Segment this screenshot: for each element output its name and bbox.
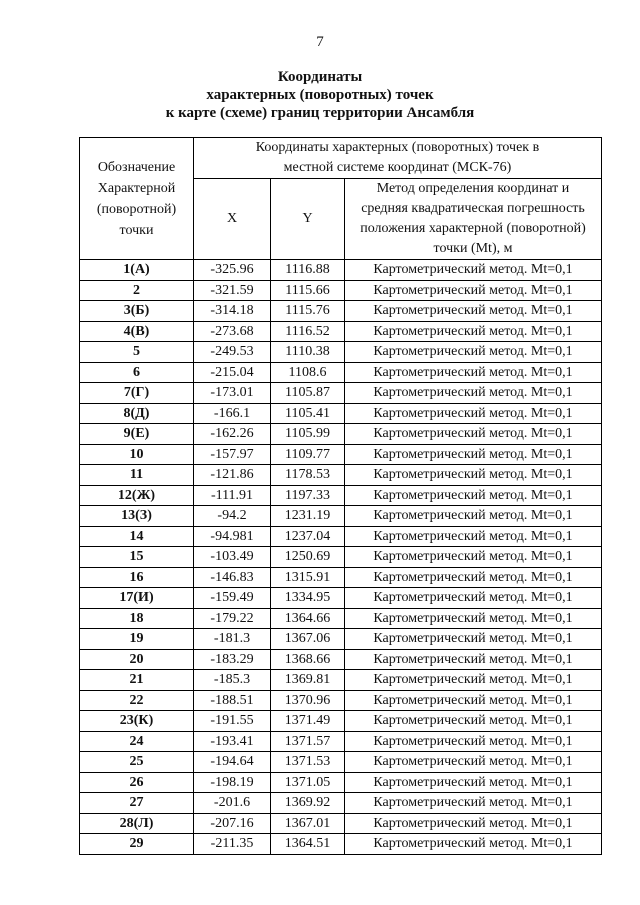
title-line-1: Координаты (277, 69, 363, 85)
header-method-line-2: средняя квадратическая погрешность (361, 201, 585, 216)
point-cell: 17(И) (80, 588, 194, 609)
x-cell: -193.41 (194, 731, 271, 752)
point-cell: 8(Д) (80, 403, 194, 424)
y-cell: 1369.92 (271, 793, 345, 814)
x-cell: -321.59 (194, 280, 271, 301)
point-cell: 24 (80, 731, 194, 752)
y-cell: 1178.53 (271, 465, 345, 486)
x-cell: -94.981 (194, 526, 271, 547)
y-cell: 1237.04 (271, 526, 345, 547)
x-cell: -166.1 (194, 403, 271, 424)
x-cell: -249.53 (194, 342, 271, 363)
point-cell: 12(Ж) (80, 485, 194, 506)
method-cell: Картометрический метод. Mt=0,1 (345, 567, 602, 588)
method-cell: Картометрический метод. Mt=0,1 (345, 793, 602, 814)
y-cell: 1367.06 (271, 629, 345, 650)
point-cell: 15 (80, 547, 194, 568)
y-cell: 1197.33 (271, 485, 345, 506)
table-row (80, 485, 602, 506)
point-cell: 27 (80, 793, 194, 814)
point-cell: 6 (80, 362, 194, 383)
x-cell: -325.96 (194, 260, 271, 281)
header-y: Y (271, 179, 345, 260)
point-cell: 14 (80, 526, 194, 547)
y-cell: 1315.91 (271, 567, 345, 588)
coordinates-table (79, 137, 602, 855)
y-cell: 1367.01 (271, 813, 345, 834)
point-cell: 21 (80, 670, 194, 691)
method-cell: Картометрический метод. Mt=0,1 (345, 711, 602, 732)
y-cell: 1334.95 (271, 588, 345, 609)
x-cell: -211.35 (194, 834, 271, 855)
point-cell: 19 (80, 629, 194, 650)
table-row (80, 649, 602, 670)
y-cell: 1105.99 (271, 424, 345, 445)
x-cell: -146.83 (194, 567, 271, 588)
header-method-line-4: точки (Mt), м (433, 241, 513, 256)
y-cell: 1115.66 (271, 280, 345, 301)
header-group-line-1: Координаты характерных (поворотных) точек в (255, 140, 540, 155)
y-cell: 1105.41 (271, 403, 345, 424)
method-cell: Картометрический метод. Mt=0,1 (345, 649, 602, 670)
x-cell: -207.16 (194, 813, 271, 834)
x-cell: -94.2 (194, 506, 271, 527)
method-cell: Картометрический метод. Mt=0,1 (345, 465, 602, 486)
point-cell: 22 (80, 690, 194, 711)
table-row (80, 752, 602, 773)
page-number: 7 (316, 34, 324, 50)
point-cell: 13(З) (80, 506, 194, 527)
method-cell: Картометрический метод. Mt=0,1 (345, 731, 602, 752)
method-cell: Картометрический метод. Mt=0,1 (345, 506, 602, 527)
method-cell: Картометрический метод. Mt=0,1 (345, 342, 602, 363)
header-point-designation (80, 138, 194, 260)
x-cell: -198.19 (194, 772, 271, 793)
table-row (80, 772, 602, 793)
document-title (0, 68, 640, 122)
y-cell: 1364.51 (271, 834, 345, 855)
point-cell: 9(Е) (80, 424, 194, 445)
method-cell: Картометрический метод. Mt=0,1 (345, 383, 602, 404)
method-cell: Картометрический метод. Mt=0,1 (345, 608, 602, 629)
point-cell: 25 (80, 752, 194, 773)
y-cell: 1108.6 (271, 362, 345, 383)
table-row (80, 383, 602, 404)
x-cell: -191.55 (194, 711, 271, 732)
x-cell: -157.97 (194, 444, 271, 465)
point-cell: 20 (80, 649, 194, 670)
method-cell: Картометрический метод. Mt=0,1 (345, 834, 602, 855)
method-cell: Картометрический метод. Mt=0,1 (345, 444, 602, 465)
point-cell: 10 (80, 444, 194, 465)
x-cell: -183.29 (194, 649, 271, 670)
header-designation-line-3: (поворотной) (96, 201, 177, 217)
x-cell: -194.64 (194, 752, 271, 773)
table-body (80, 260, 602, 855)
y-cell: 1368.66 (271, 649, 345, 670)
point-cell: 5 (80, 342, 194, 363)
method-cell: Картометрический метод. Mt=0,1 (345, 588, 602, 609)
table-row (80, 362, 602, 383)
x-cell: -215.04 (194, 362, 271, 383)
method-cell: Картометрический метод. Mt=0,1 (345, 547, 602, 568)
y-cell: 1110.38 (271, 342, 345, 363)
x-cell: -103.49 (194, 547, 271, 568)
table-row (80, 526, 602, 547)
method-cell: Картометрический метод. Mt=0,1 (345, 260, 602, 281)
x-cell: -173.01 (194, 383, 271, 404)
x-cell: -162.26 (194, 424, 271, 445)
table-row (80, 670, 602, 691)
header-method-line-3: положения характерной (поворотной) (360, 221, 586, 236)
table-row (80, 444, 602, 465)
table-row (80, 321, 602, 342)
y-cell: 1370.96 (271, 690, 345, 711)
point-cell: 4(В) (80, 321, 194, 342)
y-cell: 1109.77 (271, 444, 345, 465)
table-row (80, 465, 602, 486)
y-cell: 1371.49 (271, 711, 345, 732)
table-row (80, 690, 602, 711)
header-designation-line-4: точки (119, 222, 154, 238)
table-row (80, 629, 602, 650)
method-cell: Картометрический метод. Mt=0,1 (345, 424, 602, 445)
method-cell: Картометрический метод. Mt=0,1 (345, 752, 602, 773)
y-cell: 1371.05 (271, 772, 345, 793)
method-cell: Картометрический метод. Mt=0,1 (345, 403, 602, 424)
x-cell: -185.3 (194, 670, 271, 691)
method-cell: Картометрический метод. Mt=0,1 (345, 670, 602, 691)
y-cell: 1116.52 (271, 321, 345, 342)
point-cell: 29 (80, 834, 194, 855)
point-cell: 28(Л) (80, 813, 194, 834)
table-row (80, 588, 602, 609)
point-cell: 3(Б) (80, 301, 194, 322)
table-row (80, 547, 602, 568)
table-row (80, 506, 602, 527)
point-cell: 2 (80, 280, 194, 301)
table-row (80, 711, 602, 732)
point-cell: 1(А) (80, 260, 194, 281)
header-x: X (194, 179, 271, 260)
header-designation-line-2: Характерной (97, 180, 176, 196)
table-row (80, 813, 602, 834)
table-row (80, 567, 602, 588)
method-cell: Картометрический метод. Mt=0,1 (345, 772, 602, 793)
y-cell: 1115.76 (271, 301, 345, 322)
method-cell: Картометрический метод. Mt=0,1 (345, 321, 602, 342)
method-cell: Картометрический метод. Mt=0,1 (345, 485, 602, 506)
header-coordinates-group (194, 138, 602, 179)
x-cell: -201.6 (194, 793, 271, 814)
method-cell: Картометрический метод. Mt=0,1 (345, 301, 602, 322)
title-line-3: к карте (схеме) границ территории Ансамбля (165, 105, 475, 121)
table-row (80, 260, 602, 281)
method-cell: Картометрический метод. Mt=0,1 (345, 629, 602, 650)
header-method (345, 179, 602, 260)
y-cell: 1105.87 (271, 383, 345, 404)
x-cell: -181.3 (194, 629, 271, 650)
table-row (80, 793, 602, 814)
x-cell: -314.18 (194, 301, 271, 322)
y-cell: 1369.81 (271, 670, 345, 691)
point-cell: 23(К) (80, 711, 194, 732)
table-row (80, 280, 602, 301)
table-row (80, 342, 602, 363)
point-cell: 18 (80, 608, 194, 629)
x-cell: -273.68 (194, 321, 271, 342)
x-cell: -179.22 (194, 608, 271, 629)
method-cell: Картометрический метод. Mt=0,1 (345, 690, 602, 711)
table-row (80, 731, 602, 752)
table-row (80, 834, 602, 855)
table-row (80, 403, 602, 424)
title-line-2: характерных (поворотных) точек (206, 87, 434, 103)
header-designation-line-1: Обозначение (97, 159, 176, 175)
method-cell: Картометрический метод. Mt=0,1 (345, 362, 602, 383)
table-row (80, 424, 602, 445)
x-cell: -188.51 (194, 690, 271, 711)
y-cell: 1231.19 (271, 506, 345, 527)
method-cell: Картометрический метод. Mt=0,1 (345, 813, 602, 834)
method-cell: Картометрический метод. Mt=0,1 (345, 526, 602, 547)
y-cell: 1371.57 (271, 731, 345, 752)
point-cell: 16 (80, 567, 194, 588)
method-cell: Картометрический метод. Mt=0,1 (345, 280, 602, 301)
point-cell: 7(Г) (80, 383, 194, 404)
y-cell: 1364.66 (271, 608, 345, 629)
y-cell: 1250.69 (271, 547, 345, 568)
y-cell: 1116.88 (271, 260, 345, 281)
y-cell: 1371.53 (271, 752, 345, 773)
header-group-line-2: местной системе координат (МСК-76) (283, 160, 512, 175)
x-cell: -121.86 (194, 465, 271, 486)
header-method-line-1: Метод определения координат и (376, 181, 570, 196)
x-cell: -111.91 (194, 485, 271, 506)
point-cell: 11 (80, 465, 194, 486)
table-row (80, 608, 602, 629)
point-cell: 26 (80, 772, 194, 793)
x-cell: -159.49 (194, 588, 271, 609)
table-row (80, 301, 602, 322)
